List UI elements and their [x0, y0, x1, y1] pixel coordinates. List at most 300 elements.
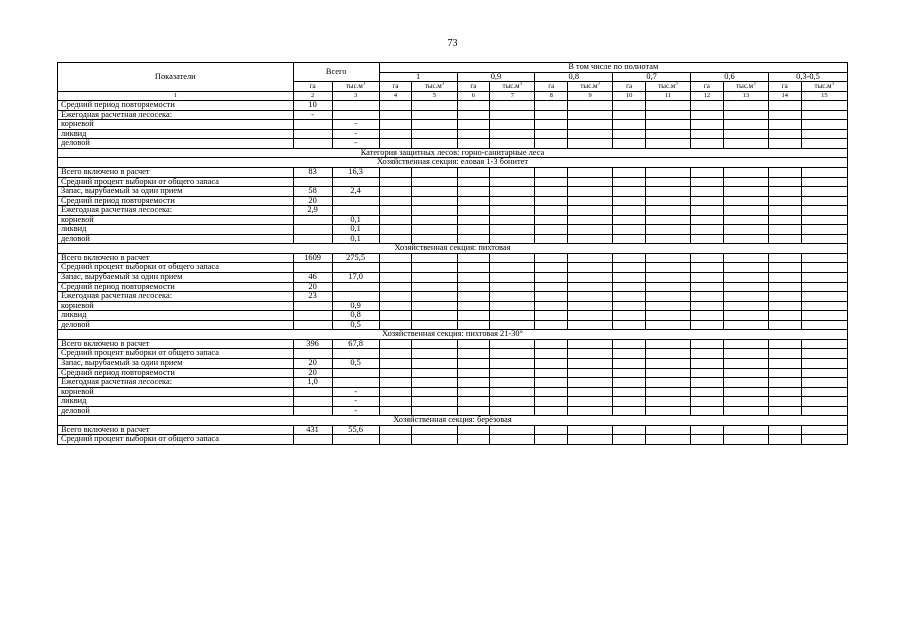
density-cell	[691, 168, 724, 178]
density-cell	[801, 406, 847, 416]
density-cell	[723, 349, 768, 359]
total-volume-cell	[332, 110, 379, 120]
unit-ha: га	[691, 82, 724, 92]
density-cell	[490, 273, 535, 283]
row-label: Средний период повторяемости	[58, 282, 294, 292]
density-cell	[801, 129, 847, 139]
density-cell	[691, 368, 724, 378]
row-label: корневой	[58, 215, 294, 225]
density-cell	[613, 234, 646, 244]
density-cell	[723, 120, 768, 130]
density-cell	[613, 139, 646, 149]
total-ha-cell: 58	[293, 187, 332, 197]
density-cell	[379, 215, 412, 225]
density-cell	[568, 387, 613, 397]
density-cell	[723, 282, 768, 292]
density-cell	[412, 273, 457, 283]
density-cell	[412, 101, 457, 111]
table-row	[58, 225, 848, 235]
density-cell	[568, 339, 613, 349]
density-cell	[768, 168, 801, 178]
density-cell	[613, 253, 646, 263]
density-cell	[801, 397, 847, 407]
total-volume-cell: 55,6	[332, 425, 379, 435]
section-title: Категория защитных лесов: горно-санитарные леса	[58, 148, 848, 158]
table-row	[58, 358, 848, 368]
density-cell	[490, 435, 535, 445]
density-cell	[457, 129, 490, 139]
unit-volume: $тыс.м^3$	[568, 82, 613, 92]
density-cell	[379, 177, 412, 187]
density-cell	[768, 196, 801, 206]
column-number: 7	[490, 91, 535, 101]
density-cell	[568, 215, 613, 225]
density-cell	[412, 349, 457, 359]
density-cell	[379, 358, 412, 368]
density-cell	[691, 234, 724, 244]
density-cell	[613, 435, 646, 445]
density-cell	[723, 225, 768, 235]
total-volume-cell	[332, 101, 379, 111]
density-cell	[490, 292, 535, 302]
total-ha-cell	[293, 129, 332, 139]
density-cell	[490, 263, 535, 273]
row-label: ликвид	[58, 129, 294, 139]
density-cell	[568, 196, 613, 206]
density-cell	[379, 320, 412, 330]
density-cell	[768, 406, 801, 416]
header-row-column-numbers	[58, 91, 848, 101]
density-cell	[412, 253, 457, 263]
density-cell	[568, 425, 613, 435]
density-cell	[801, 358, 847, 368]
table-row	[58, 311, 848, 321]
density-cell	[457, 101, 490, 111]
density-cell	[691, 177, 724, 187]
density-cell	[645, 378, 690, 388]
density-cell	[645, 263, 690, 273]
density-cell	[457, 225, 490, 235]
density-cell	[490, 397, 535, 407]
header-density: 1	[379, 72, 457, 82]
density-cell	[379, 273, 412, 283]
table-body	[58, 101, 848, 445]
row-label: ликвид	[58, 311, 294, 321]
density-cell	[723, 378, 768, 388]
total-volume-cell	[332, 282, 379, 292]
density-cell	[457, 320, 490, 330]
density-cell	[723, 292, 768, 302]
density-cell	[535, 273, 568, 283]
total-volume-cell: 0,1	[332, 225, 379, 235]
density-cell	[613, 206, 646, 216]
density-cell	[723, 425, 768, 435]
density-cell	[801, 215, 847, 225]
density-cell	[412, 292, 457, 302]
total-volume-cell: 275,5	[332, 253, 379, 263]
density-cell	[535, 110, 568, 120]
density-cell	[379, 206, 412, 216]
density-cell	[379, 435, 412, 445]
total-volume-cell: 0,1	[332, 215, 379, 225]
density-cell	[535, 282, 568, 292]
density-cell	[801, 168, 847, 178]
density-cell	[645, 368, 690, 378]
density-cell	[645, 387, 690, 397]
density-cell	[645, 177, 690, 187]
total-volume-cell	[332, 206, 379, 216]
density-cell	[645, 425, 690, 435]
row-label: Всего включено в расчет	[58, 168, 294, 178]
table-row	[58, 196, 848, 206]
density-cell	[691, 425, 724, 435]
density-cell	[691, 101, 724, 111]
section-row	[58, 416, 848, 426]
unit-volume: $тыс.м^3$	[723, 82, 768, 92]
density-cell	[768, 120, 801, 130]
density-cell	[568, 177, 613, 187]
density-cell	[801, 196, 847, 206]
column-number: 3	[332, 91, 379, 101]
density-cell	[801, 139, 847, 149]
density-cell	[535, 406, 568, 416]
density-cell	[613, 425, 646, 435]
header-density: 0,7	[613, 72, 691, 82]
density-cell	[691, 253, 724, 263]
table-row	[58, 110, 848, 120]
density-cell	[613, 311, 646, 321]
row-label: Всего включено в расчет	[58, 425, 294, 435]
density-cell	[457, 358, 490, 368]
total-volume-cell: 17,0	[332, 273, 379, 283]
density-cell	[379, 349, 412, 359]
density-cell	[379, 397, 412, 407]
density-cell	[535, 397, 568, 407]
unit-ha: га	[768, 82, 801, 92]
density-cell	[412, 301, 457, 311]
row-label: Средний период повторяемости	[58, 368, 294, 378]
density-cell	[801, 234, 847, 244]
density-cell	[768, 139, 801, 149]
density-cell	[568, 120, 613, 130]
density-cell	[535, 292, 568, 302]
total-ha-cell	[293, 435, 332, 445]
density-cell	[645, 282, 690, 292]
density-cell	[768, 263, 801, 273]
density-cell	[691, 129, 724, 139]
density-cell	[535, 139, 568, 149]
density-cell	[691, 196, 724, 206]
density-cell	[535, 435, 568, 445]
column-number: 13	[723, 91, 768, 101]
table-row	[58, 187, 848, 197]
density-cell	[768, 292, 801, 302]
density-cell	[568, 253, 613, 263]
section-title: Хозяйственная секция: еловая 1-3 бонитет	[58, 158, 848, 168]
density-cell	[613, 301, 646, 311]
density-cell	[535, 234, 568, 244]
section-row	[58, 158, 848, 168]
total-volume-cell: -	[332, 139, 379, 149]
density-cell	[613, 225, 646, 235]
density-cell	[768, 215, 801, 225]
table-row	[58, 206, 848, 216]
unit-volume: $тыс.м^3$	[490, 82, 535, 92]
density-cell	[457, 120, 490, 130]
density-cell	[535, 339, 568, 349]
density-cell	[613, 177, 646, 187]
density-cell	[691, 206, 724, 216]
density-cell	[490, 320, 535, 330]
header-density: 0,8	[535, 72, 613, 82]
section-title: Хозяйственная секция: пихтовая 21-30°	[58, 330, 848, 340]
density-cell	[723, 397, 768, 407]
total-volume-cell	[332, 368, 379, 378]
density-cell	[457, 349, 490, 359]
total-ha-cell	[293, 387, 332, 397]
density-cell	[457, 339, 490, 349]
density-cell	[568, 349, 613, 359]
density-cell	[645, 292, 690, 302]
forest-calculation-table	[57, 62, 848, 445]
density-cell	[691, 301, 724, 311]
density-cell	[490, 282, 535, 292]
density-cell	[535, 215, 568, 225]
density-cell	[613, 187, 646, 197]
row-label: ликвид	[58, 225, 294, 235]
density-cell	[613, 168, 646, 178]
density-cell	[457, 215, 490, 225]
density-cell	[691, 187, 724, 197]
total-volume-cell: -	[332, 120, 379, 130]
density-cell	[801, 187, 847, 197]
total-ha-cell	[293, 120, 332, 130]
density-cell	[457, 311, 490, 321]
table-row	[58, 282, 848, 292]
density-cell	[645, 301, 690, 311]
row-label: Средний процент выборки от общего запаса	[58, 349, 294, 359]
table-row	[58, 397, 848, 407]
density-cell	[723, 273, 768, 283]
total-ha-cell: 83	[293, 168, 332, 178]
density-cell	[613, 368, 646, 378]
density-cell	[723, 129, 768, 139]
density-cell	[723, 406, 768, 416]
density-cell	[568, 129, 613, 139]
density-cell	[412, 139, 457, 149]
density-cell	[568, 435, 613, 445]
total-ha-cell: 20	[293, 282, 332, 292]
density-cell	[490, 177, 535, 187]
page-number: 73	[447, 38, 458, 49]
density-cell	[613, 349, 646, 359]
density-cell	[691, 139, 724, 149]
density-cell	[613, 273, 646, 283]
density-cell	[801, 110, 847, 120]
density-cell	[568, 263, 613, 273]
row-label: деловой	[58, 234, 294, 244]
density-cell	[412, 282, 457, 292]
density-cell	[457, 368, 490, 378]
table-row	[58, 234, 848, 244]
total-ha-cell	[293, 263, 332, 273]
density-cell	[768, 349, 801, 359]
density-cell	[801, 253, 847, 263]
total-volume-cell: -	[332, 397, 379, 407]
row-label: Средний процент выборки от общего запаса	[58, 435, 294, 445]
total-ha-cell: 23	[293, 292, 332, 302]
density-cell	[379, 406, 412, 416]
density-cell	[457, 378, 490, 388]
density-cell	[379, 101, 412, 111]
density-cell	[568, 406, 613, 416]
density-cell	[723, 187, 768, 197]
density-cell	[535, 358, 568, 368]
total-volume-cell	[332, 177, 379, 187]
density-cell	[535, 129, 568, 139]
density-cell	[412, 368, 457, 378]
total-ha-cell: 10	[293, 101, 332, 111]
density-cell	[490, 368, 535, 378]
row-label: Запас, вырубаемый за один прием	[58, 273, 294, 283]
density-cell	[691, 349, 724, 359]
total-volume-cell: 0,1	[332, 234, 379, 244]
row-label: Ежегодная расчетная лесосека:	[58, 206, 294, 216]
density-cell	[645, 234, 690, 244]
density-cell	[412, 215, 457, 225]
density-cell	[535, 425, 568, 435]
density-cell	[379, 311, 412, 321]
total-ha-cell: 1609	[293, 253, 332, 263]
density-cell	[723, 168, 768, 178]
density-cell	[568, 168, 613, 178]
total-volume-cell: -	[332, 406, 379, 416]
table-row	[58, 177, 848, 187]
density-cell	[490, 339, 535, 349]
density-cell	[645, 101, 690, 111]
density-cell	[691, 292, 724, 302]
density-cell	[691, 320, 724, 330]
total-volume-cell: 16,3	[332, 168, 379, 178]
total-ha-cell: -	[293, 110, 332, 120]
density-cell	[768, 320, 801, 330]
density-cell	[645, 311, 690, 321]
total-volume-cell: 0,5	[332, 320, 379, 330]
density-cell	[412, 129, 457, 139]
row-label: корневой	[58, 387, 294, 397]
density-cell	[691, 225, 724, 235]
density-cell	[801, 425, 847, 435]
column-number: 8	[535, 91, 568, 101]
density-cell	[412, 110, 457, 120]
density-cell	[379, 187, 412, 197]
density-cell	[801, 177, 847, 187]
total-volume-cell	[332, 349, 379, 359]
total-ha-cell: 431	[293, 425, 332, 435]
unit-ha: га	[613, 82, 646, 92]
total-ha-cell: 46	[293, 273, 332, 283]
row-label: Средний процент выборки от общего запаса	[58, 263, 294, 273]
density-cell	[801, 368, 847, 378]
column-number: 9	[568, 91, 613, 101]
density-cell	[412, 425, 457, 435]
table-row	[58, 368, 848, 378]
density-cell	[768, 282, 801, 292]
total-ha-cell: 2,9	[293, 206, 332, 216]
density-cell	[457, 292, 490, 302]
density-cell	[490, 225, 535, 235]
total-ha-cell: 20	[293, 196, 332, 206]
density-cell	[723, 234, 768, 244]
row-label: Всего включено в расчет	[58, 339, 294, 349]
density-cell	[645, 349, 690, 359]
density-cell	[457, 234, 490, 244]
total-ha-cell	[293, 215, 332, 225]
density-cell	[379, 129, 412, 139]
density-cell	[490, 234, 535, 244]
density-cell	[801, 263, 847, 273]
density-cell	[613, 292, 646, 302]
table-row	[58, 425, 848, 435]
section-title: Хозяйственная секция: берёзовая	[58, 416, 848, 426]
density-cell	[535, 253, 568, 263]
column-number: 15	[801, 91, 847, 101]
density-cell	[723, 215, 768, 225]
row-label: корневой	[58, 120, 294, 130]
density-cell	[691, 263, 724, 273]
total-volume-cell: 0,8	[332, 311, 379, 321]
density-cell	[568, 282, 613, 292]
density-cell	[645, 168, 690, 178]
density-cell	[723, 311, 768, 321]
section-row	[58, 244, 848, 254]
unit-volume: $тыс.м^3$	[801, 82, 847, 92]
density-cell	[490, 425, 535, 435]
density-cell	[568, 397, 613, 407]
density-cell	[457, 168, 490, 178]
density-cell	[768, 206, 801, 216]
table-row	[58, 301, 848, 311]
density-cell	[379, 263, 412, 273]
density-cell	[457, 406, 490, 416]
density-cell	[568, 320, 613, 330]
density-cell	[535, 301, 568, 311]
density-cell	[645, 253, 690, 263]
row-label: корневой	[58, 301, 294, 311]
density-cell	[490, 101, 535, 111]
total-ha-cell	[293, 177, 332, 187]
density-cell	[645, 110, 690, 120]
density-cell	[645, 129, 690, 139]
density-cell	[723, 320, 768, 330]
density-cell	[412, 397, 457, 407]
density-cell	[768, 101, 801, 111]
total-volume-cell	[332, 435, 379, 445]
column-number: 10	[613, 91, 646, 101]
density-cell	[801, 120, 847, 130]
density-cell	[691, 358, 724, 368]
density-cell	[645, 215, 690, 225]
density-cell	[457, 435, 490, 445]
density-cell	[691, 435, 724, 445]
total-volume-cell: -	[332, 387, 379, 397]
density-cell	[535, 187, 568, 197]
table-row	[58, 139, 848, 149]
density-cell	[568, 187, 613, 197]
density-cell	[723, 263, 768, 273]
density-cell	[801, 311, 847, 321]
unit-volume: $тыс.м^3$	[332, 82, 379, 92]
